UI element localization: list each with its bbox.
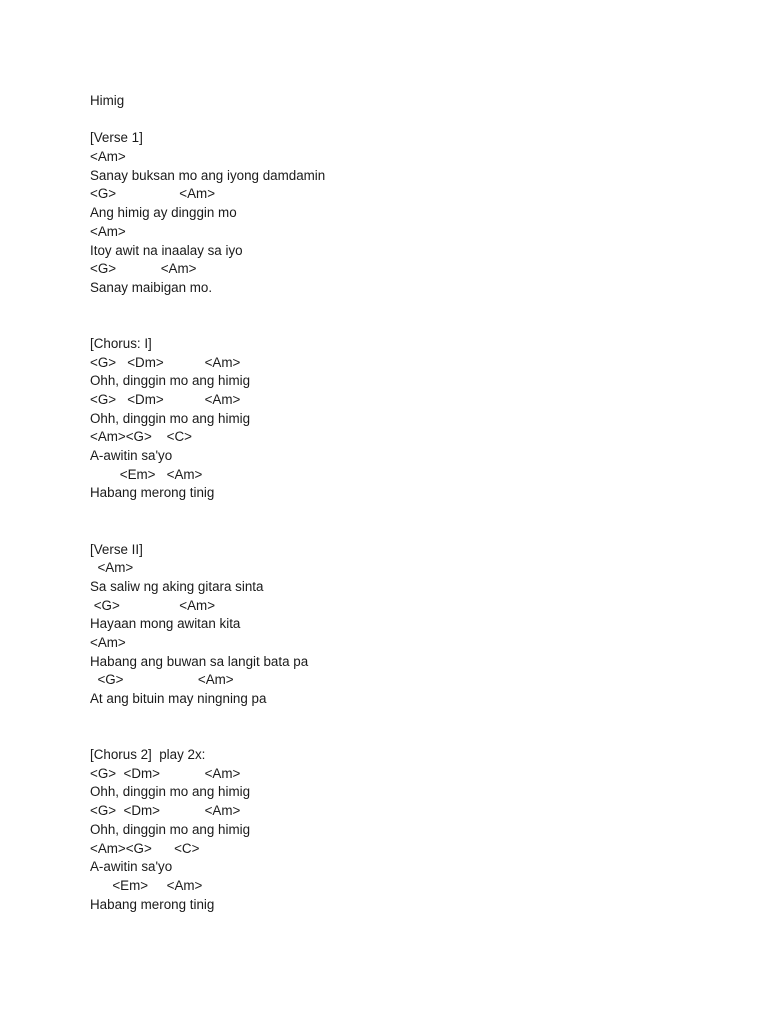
chord-line: <G> <Dm> <Am> [90, 392, 241, 407]
lyric-line: At ang bituin may ningning pa [90, 691, 267, 706]
lyric-line: A-awitin sa'yo [90, 859, 173, 875]
lyric-line: Hayaan mong awitan kita [90, 616, 241, 632]
lyric-line: Habang ang buwan sa langit bata pa [90, 653, 309, 669]
lyric-line: Ohh, dinggin mo ang himig [90, 784, 251, 800]
chord-line: <Am> [90, 634, 126, 650]
lyric-line: Ang himig ay dinggin mo [90, 205, 237, 221]
chord-line: <G> <Am> [90, 672, 234, 688]
song-title: Himig [90, 93, 125, 108]
section-heading: [Chorus: I] [90, 335, 152, 351]
chord-line: <G> <Am> [90, 261, 197, 277]
lyric-line: Sanay buksan mo ang iyong damdamin [90, 167, 326, 183]
chord-line: <G> <Am> [90, 186, 216, 202]
blank-line [90, 111, 325, 130]
chord-line: <Am><G> <C> [90, 840, 200, 856]
lyric-line: Ohh, dinggin mo ang himig [90, 410, 251, 426]
blank-line [90, 503, 325, 522]
section-heading: [Chorus 2] play 2x: [90, 747, 206, 763]
chord-line: <Am> [90, 560, 134, 576]
chord-line: <G> <Dm> <Am> [90, 803, 241, 819]
chord-line: <Em> <Am> [90, 466, 203, 482]
blank-line [90, 709, 325, 728]
chord-line: <Em> <Am> [90, 877, 203, 893]
chord-line: <Am><G> <C> [90, 429, 192, 445]
lyric-line: A-awitin sa'yo [90, 448, 173, 464]
lyric-line: Sanay maibigan mo. [90, 279, 213, 295]
lyric-line: Itoy awit na inaalay sa iyo [90, 242, 243, 258]
chord-line: <G> <Dm> <Am> [90, 354, 241, 370]
song-sheet [90, 92, 325, 914]
lyric-line: Sa saliw ng aking gitara sinta [90, 578, 264, 594]
section-heading: [Verse II] [90, 541, 143, 557]
lyric-line: Ohh, dinggin mo ang himig [90, 821, 251, 837]
chord-line: <Am> [90, 223, 126, 239]
chord-line: <Am> [90, 149, 126, 165]
chord-line: <G> <Am> [90, 597, 216, 613]
blank-line [90, 316, 325, 335]
lyric-line: Habang merong tinig [90, 485, 215, 501]
blank-line [90, 298, 325, 317]
lyric-line: Habang merong tinig [90, 896, 215, 912]
lyric-line: Ohh, dinggin mo ang himig [90, 373, 251, 389]
blank-line [90, 727, 325, 746]
section-heading: [Verse 1] [90, 130, 143, 146]
chord-line: <G> <Dm> <Am> [90, 765, 241, 781]
blank-line [90, 522, 325, 541]
